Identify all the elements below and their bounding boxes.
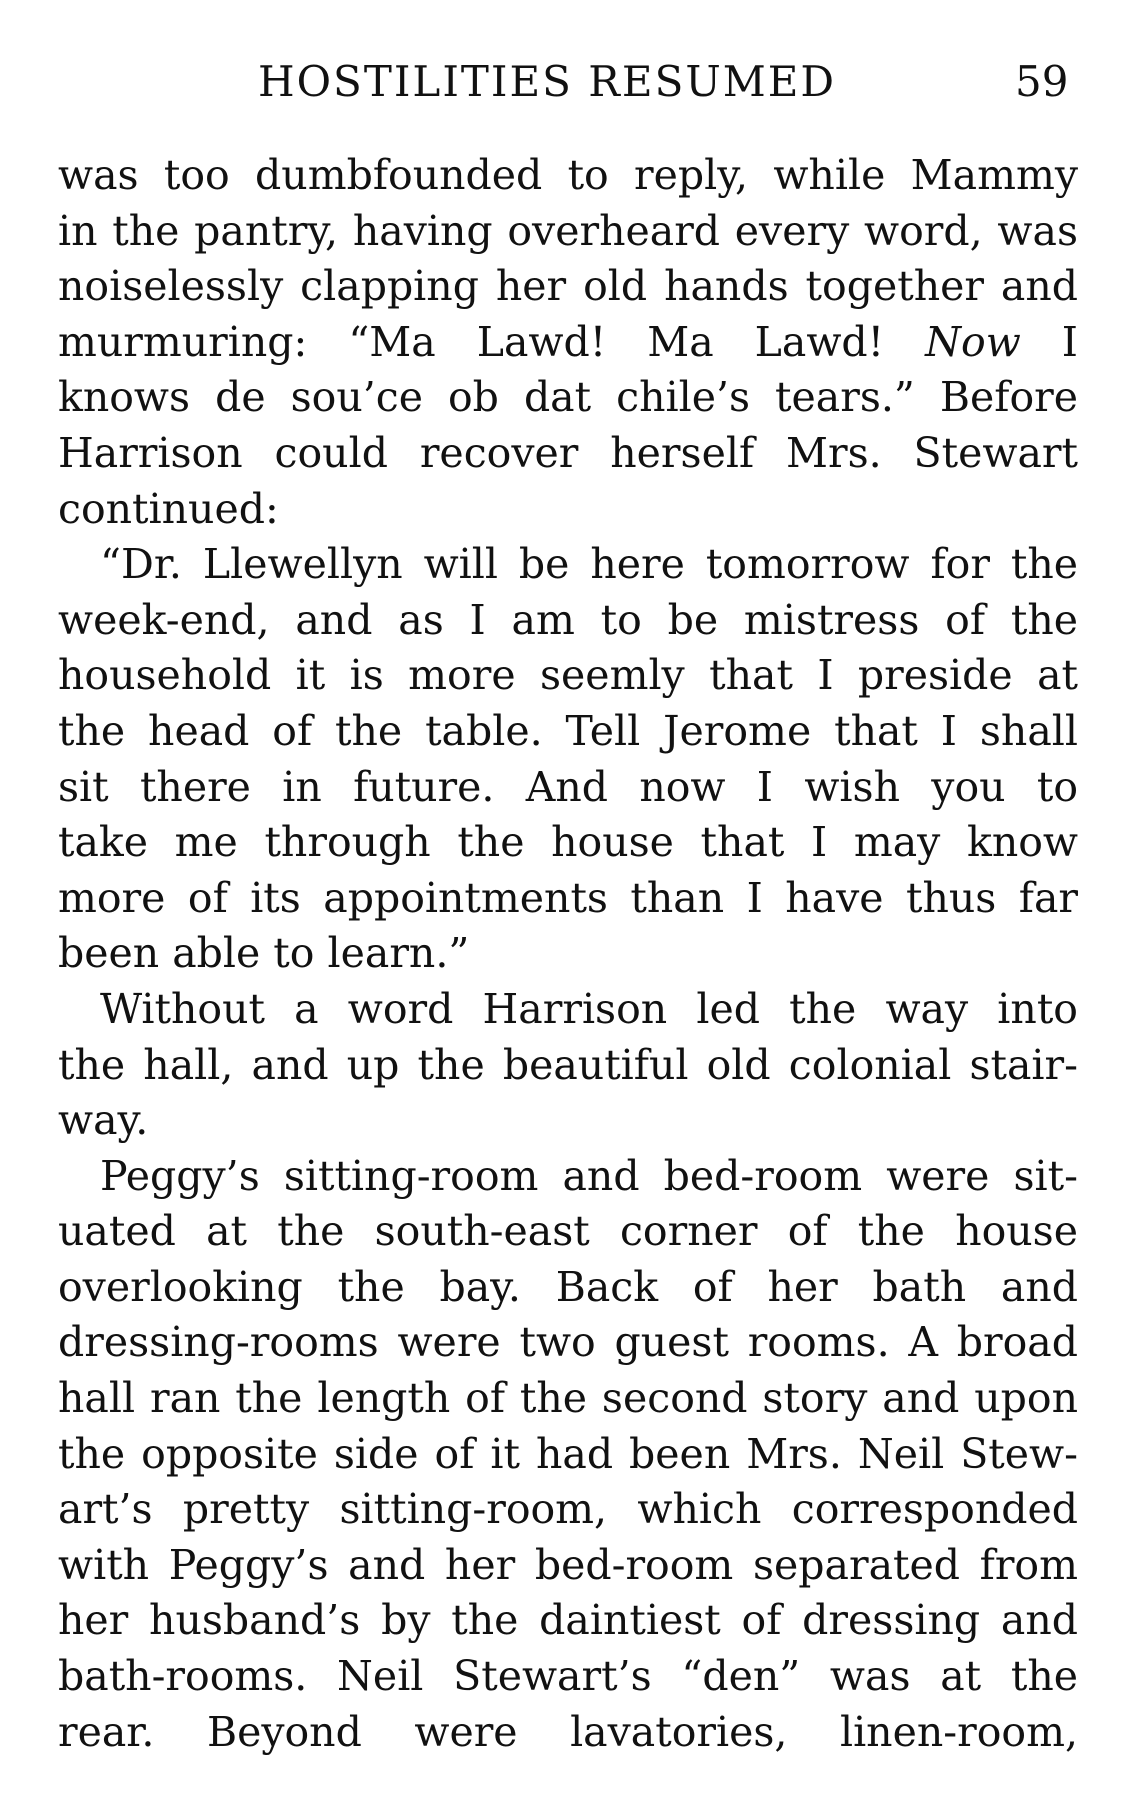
text-line: take me through the house that I may know bbox=[58, 818, 1078, 867]
text-line: more of its appointments than I have thus far bbox=[58, 873, 1078, 922]
text-line: week-end, and as I am to be mistress of the bbox=[58, 595, 1078, 644]
text-line: been able to learn.” bbox=[58, 929, 470, 978]
text-line: household it is more seemly that I preside at bbox=[58, 651, 1078, 700]
text-line: the hall, and up the beautiful old colonial stair- bbox=[58, 1040, 1078, 1089]
text-line: Peggy’s sitting-room and bed-room were sit- bbox=[100, 1151, 1078, 1200]
text-line: the head of the table. Tell Jerome that I shall bbox=[58, 706, 1078, 755]
text-line: sit there in future. And now I wish you to bbox=[58, 762, 1078, 811]
running-title: HOSTILITIES RESUMED bbox=[258, 57, 837, 106]
text-line: her husband’s by the daintiest of dressing and bbox=[58, 1596, 1078, 1645]
text-line: “Dr. Llewellyn will be here tomorrow for the bbox=[100, 540, 1078, 589]
text-line: Without a word Harrison led the way into bbox=[100, 984, 1078, 1033]
text-line: way. bbox=[58, 1096, 149, 1145]
text-line: overlooking the bay. Back of her bath and bbox=[58, 1262, 1078, 1311]
text-line: the opposite side of it had been Mrs. Neil Stew- bbox=[58, 1429, 1078, 1478]
text-line: bath-rooms. Neil Stewart’s “den” was at the bbox=[58, 1652, 1078, 1701]
text-line: was too dumbfounded to reply, while Mammy bbox=[58, 151, 1078, 199]
running-header bbox=[0, 52, 1130, 112]
page-number: 59 bbox=[1015, 57, 1069, 106]
text-line: with Peggy’s and her bed-room separated from bbox=[58, 1540, 1078, 1589]
body-text bbox=[58, 148, 1078, 1760]
text-line: hall ran the length of the second story and upon bbox=[58, 1374, 1078, 1423]
text-line: continued: bbox=[58, 484, 279, 533]
text-line: rear. Beyond were lavatories, linen-room, bbox=[58, 1707, 1078, 1756]
text-line: art’s pretty sitting-room, which corresponded bbox=[58, 1485, 1078, 1534]
emphasis: Now bbox=[925, 317, 1021, 366]
text-line: dressing-rooms were two guest rooms. A broad bbox=[58, 1318, 1078, 1367]
text-line: uated at the south-east corner of the house bbox=[58, 1207, 1078, 1256]
text-line: knows de sou’ce ob dat chile’s tears.” Before bbox=[58, 373, 1078, 422]
text-line: murmuring: “Ma Lawd! Ma Lawd! Now I bbox=[58, 317, 1078, 366]
text-line: in the pantry, having overheard every word, was bbox=[58, 206, 1078, 255]
text-line: Harrison could recover herself Mrs. Stewart bbox=[58, 428, 1078, 477]
text-line: noiselessly clapping her old hands together and bbox=[58, 262, 1078, 311]
